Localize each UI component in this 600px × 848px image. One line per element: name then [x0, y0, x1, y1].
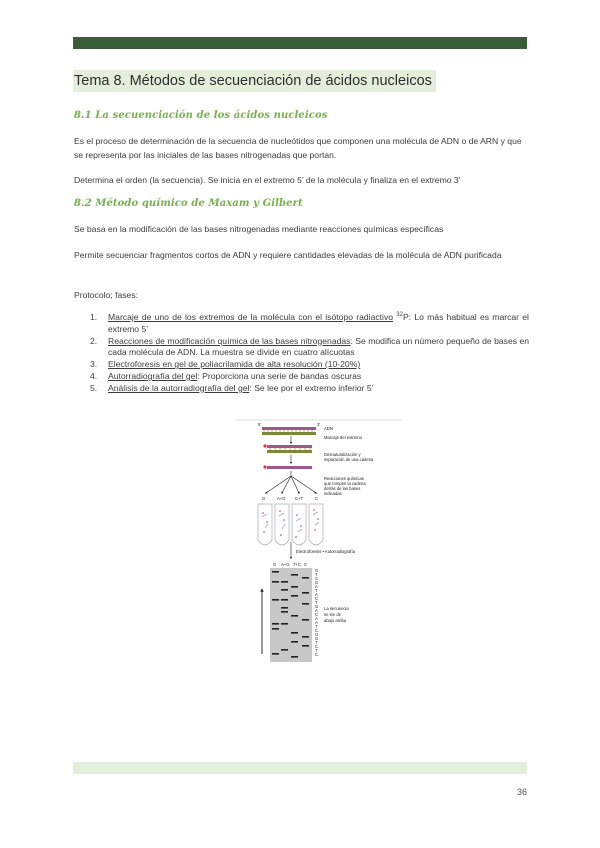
step-term: Análisis de la autorradiografía del gel	[108, 382, 250, 393]
svg-text:G: G	[315, 568, 319, 573]
lane-label-tc: T+C	[293, 562, 302, 567]
svg-text:G: G	[315, 580, 319, 585]
svg-text:C: C	[315, 628, 319, 633]
step-term: Marcaje de uno de los extremos de la molécula con el isótopo radiactivo	[108, 312, 394, 322]
tube-label-ag: A+G	[277, 496, 286, 501]
svg-text:C: C	[315, 576, 319, 581]
paragraph-order: Determina el orden (la secuencia). Se inicia en el extremo 5’ de la molécula y finaliza en el extremo 3’	[74, 175, 461, 185]
lane-label-c: C	[304, 562, 308, 567]
tube-label-c: C	[315, 496, 319, 501]
label-marcaje: Marcaje del extremo	[324, 435, 362, 440]
label-lectura-1: La secuencia	[324, 606, 349, 611]
section-heading-8-2: 8.2 Método químico de Maxam y Gilbert	[74, 198, 303, 209]
svg-text:T: T	[315, 600, 318, 605]
protocol-steps-list	[74, 312, 529, 395]
svg-text:T: T	[315, 640, 318, 645]
isotope-superscript: 32	[396, 312, 403, 319]
step-description: P: Lo más habitual es marcar el extremo 5’	[108, 312, 529, 334]
svg-text:T: T	[315, 624, 318, 629]
step-number: 2.	[90, 335, 98, 346]
svg-text:A: A	[315, 608, 318, 613]
label-reacciones-3: detrás de las bases	[324, 486, 361, 491]
labeled-double-strand	[263, 444, 312, 453]
protocol-step	[74, 383, 529, 395]
header-bar	[73, 37, 527, 49]
branch-arrows	[266, 471, 316, 493]
svg-text:G: G	[315, 632, 319, 637]
protocol-step	[74, 359, 529, 371]
step-number: 5.	[90, 382, 98, 393]
svg-text:A: A	[315, 620, 318, 625]
step-term: Electroforesis en gel de poliacrilamida de alta resolución (10-20%)	[108, 359, 361, 370]
svg-text:C: C	[315, 644, 319, 649]
tube-label-ct: C+T	[295, 496, 304, 501]
step-number: 3.	[90, 359, 98, 370]
chapter-title: Tema 8. Métodos de secuenciación de ácidos nucleicos	[73, 70, 436, 92]
svg-text:G: G	[315, 636, 319, 641]
tube-label-g: G	[262, 496, 266, 501]
protocol-step	[74, 336, 529, 360]
label-desnaturalizacion-1: Desnaturalización y	[324, 452, 361, 457]
svg-text:C: C	[315, 612, 319, 617]
label-reacciones-4: indicadas	[324, 491, 342, 496]
label-electroforesis: Electroforesis • Autorradiografía	[296, 549, 355, 554]
svg-text:A: A	[315, 592, 318, 597]
label-reacciones-1: Reacciones químicas	[324, 476, 364, 481]
svg-text:G: G	[315, 604, 319, 609]
step-term: Reacciones de modificación química de las bases nitrogenadas	[108, 335, 351, 346]
read-sequence	[315, 568, 318, 657]
protocol-step	[74, 371, 529, 383]
step-number: 4.	[90, 370, 98, 381]
label-lectura-2: se lee de	[324, 612, 341, 617]
protocol-step	[74, 312, 529, 336]
svg-text:C: C	[315, 652, 319, 657]
maxam-gilbert-diagram	[236, 418, 402, 664]
footer-bar	[73, 762, 527, 774]
label-reacciones-2: que rompen la cadena	[324, 481, 366, 486]
paragraph-requirements: Permite secuenciar fragmentos cortos de ADN y requiere cantidades elevadas de la molécula de ADN purificada	[74, 250, 502, 260]
label-desnaturalizacion-2: separación de una cadena	[324, 457, 374, 462]
step-number: 1.	[90, 312, 98, 322]
three-prime-label: 3'	[317, 422, 321, 427]
svg-text:T: T	[315, 588, 318, 593]
lane-label-g: G	[273, 562, 277, 567]
label-adn: ADN	[324, 426, 333, 431]
section-heading-8-1: 8.1 La secuenciación de los ácidos nucleicos	[74, 110, 328, 121]
five-prime-label: 5'	[258, 422, 262, 427]
paragraph-basis: Se basa en la modificación de las bases nitrogenadas mediante reacciones químicas específicas	[74, 224, 444, 234]
single-strand	[263, 465, 312, 469]
step-description: : Se lee por el extremo inferior 5’	[249, 382, 374, 393]
dna-double-strand	[262, 427, 316, 435]
page-number: 36	[516, 787, 527, 797]
step-description: : Proporciona una serie de bandas oscuras	[197, 370, 362, 381]
reaction-tubes	[258, 504, 323, 545]
paragraph-definition: Es el proceso de determinación de la secuencia de nucleótidos que componen una molécula de ADN o de ARN y que se representa por las iniciales de las bases nitrogenadas que portan.	[74, 136, 522, 160]
step-term: Autorradiografía del gel	[108, 370, 198, 381]
svg-text:T: T	[315, 572, 318, 577]
svg-text:C: C	[315, 596, 319, 601]
svg-text:T: T	[315, 648, 318, 653]
svg-text:A: A	[315, 616, 318, 621]
step-description: : Se modifica un número pequeño de bases en cada molécula de ADN. La muestra se divide en cuatro alícuotas	[108, 335, 530, 358]
lane-label-ag: A+G	[281, 562, 290, 567]
protocol-label: Protocolo; fases:	[74, 290, 139, 300]
svg-text:A: A	[315, 584, 318, 589]
label-lectura-3: abajo arriba	[324, 618, 347, 623]
